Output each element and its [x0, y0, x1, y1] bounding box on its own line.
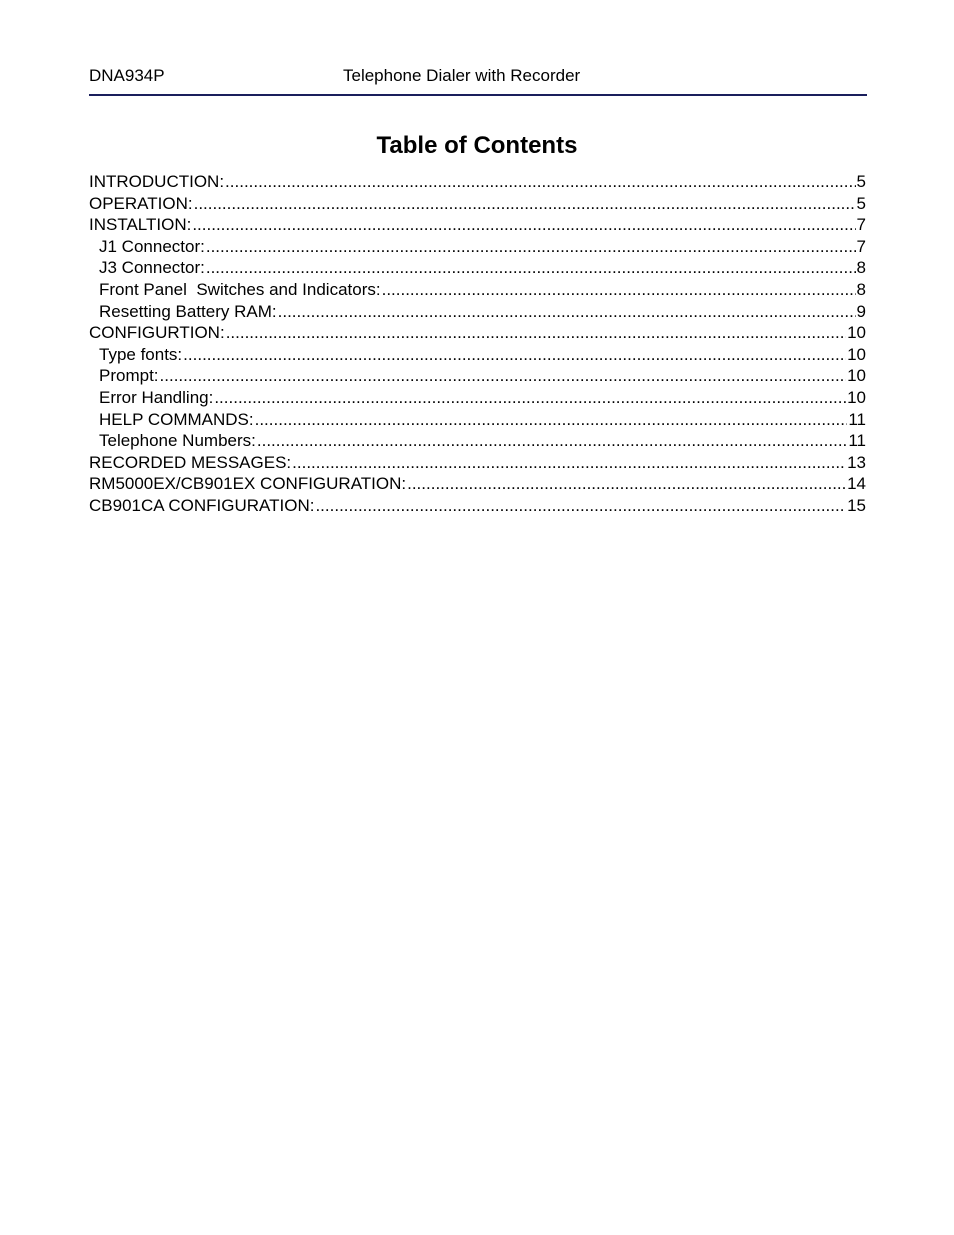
- toc-dot-leader: [278, 301, 856, 323]
- toc-entry-label: HELP COMMANDS:: [99, 409, 254, 429]
- toc-entry-label: OPERATION:: [89, 193, 193, 213]
- toc-entry-label: RECORDED MESSAGES:: [89, 452, 292, 472]
- toc-entry-page: 10: [847, 344, 866, 364]
- toc-entry-label: Front Panel Switches and Indicators:: [99, 279, 381, 299]
- toc-dot-leader: [194, 193, 856, 215]
- toc-dot-leader: [407, 473, 846, 495]
- toc-entry-label: Resetting Battery RAM:: [99, 301, 277, 321]
- toc-dot-leader: [382, 279, 856, 301]
- toc-entry-page: 8: [856, 279, 866, 299]
- toc-entry[interactable]: [89, 344, 866, 366]
- toc-dot-leader: [206, 236, 856, 258]
- toc-entry-page: 14: [847, 474, 866, 494]
- toc-entry[interactable]: [89, 257, 866, 279]
- toc-dot-leader: [255, 409, 848, 431]
- toc-entry[interactable]: [89, 452, 866, 474]
- toc-dot-leader: [183, 344, 846, 366]
- toc-entry[interactable]: [89, 495, 866, 517]
- toc-entry-label: INSTALTION:: [89, 215, 192, 235]
- toc-entry-label: INTRODUCTION:: [89, 172, 225, 191]
- document-id: DNA934P: [89, 66, 165, 85]
- toc-entry[interactable]: [89, 409, 866, 431]
- document-title: Telephone Dialer with Recorder: [343, 66, 581, 85]
- toc-entry-page: 15: [847, 495, 866, 515]
- toc-dot-leader: [192, 214, 855, 236]
- toc-dot-leader: [292, 452, 846, 474]
- toc-entry-label: Error Handling:: [99, 387, 214, 407]
- toc-entry-page: 9: [856, 301, 866, 321]
- toc-entry[interactable]: [89, 279, 866, 301]
- toc-entry-label: Telephone Numbers:: [99, 431, 256, 451]
- toc-entry[interactable]: [89, 322, 866, 344]
- toc-entry-page: 8: [856, 258, 866, 278]
- toc-entry-label: Type fonts:: [99, 344, 183, 364]
- toc-entry-label: J1 Connector:: [99, 236, 205, 256]
- toc-entry-page: 5: [856, 172, 866, 191]
- toc-entry-page: 5: [856, 193, 866, 213]
- toc-entry[interactable]: [89, 365, 866, 387]
- toc-entry[interactable]: [89, 171, 866, 193]
- page-header: [89, 64, 867, 94]
- toc-entry-page: 10: [847, 323, 866, 343]
- toc-entry-page: 13: [847, 452, 866, 472]
- toc-entry[interactable]: [89, 301, 866, 323]
- toc-entry-page: 7: [856, 236, 866, 256]
- toc-entry-page: 10: [847, 366, 866, 386]
- toc-entry-page: 7: [856, 215, 866, 235]
- toc-dot-leader: [160, 365, 847, 387]
- toc-entry[interactable]: [89, 473, 866, 495]
- toc-entry-label: CONFIGURTION:: [89, 323, 225, 343]
- toc-dot-leader: [315, 495, 846, 517]
- toc-entry-label: J3 Connector:: [99, 258, 205, 278]
- toc-entry-page: 11: [848, 431, 866, 451]
- toc-entry-label: RM5000EX/CB901EX CONFIGURATION:: [89, 474, 407, 494]
- toc-dot-leader: [214, 387, 846, 409]
- toc-entry-page: 11: [848, 409, 866, 429]
- toc-dot-leader: [257, 430, 847, 452]
- toc-dot-leader: [206, 257, 856, 279]
- toc-entry[interactable]: [89, 387, 866, 409]
- toc-entry-page: 10: [847, 387, 866, 407]
- toc-heading: Table of Contents: [376, 132, 578, 159]
- table-of-contents: [89, 171, 866, 517]
- header-divider: [89, 94, 867, 96]
- toc-entry-label: CB901CA CONFIGURATION:: [89, 495, 315, 515]
- toc-dot-leader: [225, 171, 855, 193]
- toc-dot-leader: [226, 322, 846, 344]
- toc-entry[interactable]: [89, 236, 866, 258]
- toc-entry[interactable]: [89, 214, 866, 236]
- toc-entry[interactable]: [89, 193, 866, 215]
- toc-entry-label: Prompt:: [99, 366, 159, 386]
- toc-entry[interactable]: [89, 430, 866, 452]
